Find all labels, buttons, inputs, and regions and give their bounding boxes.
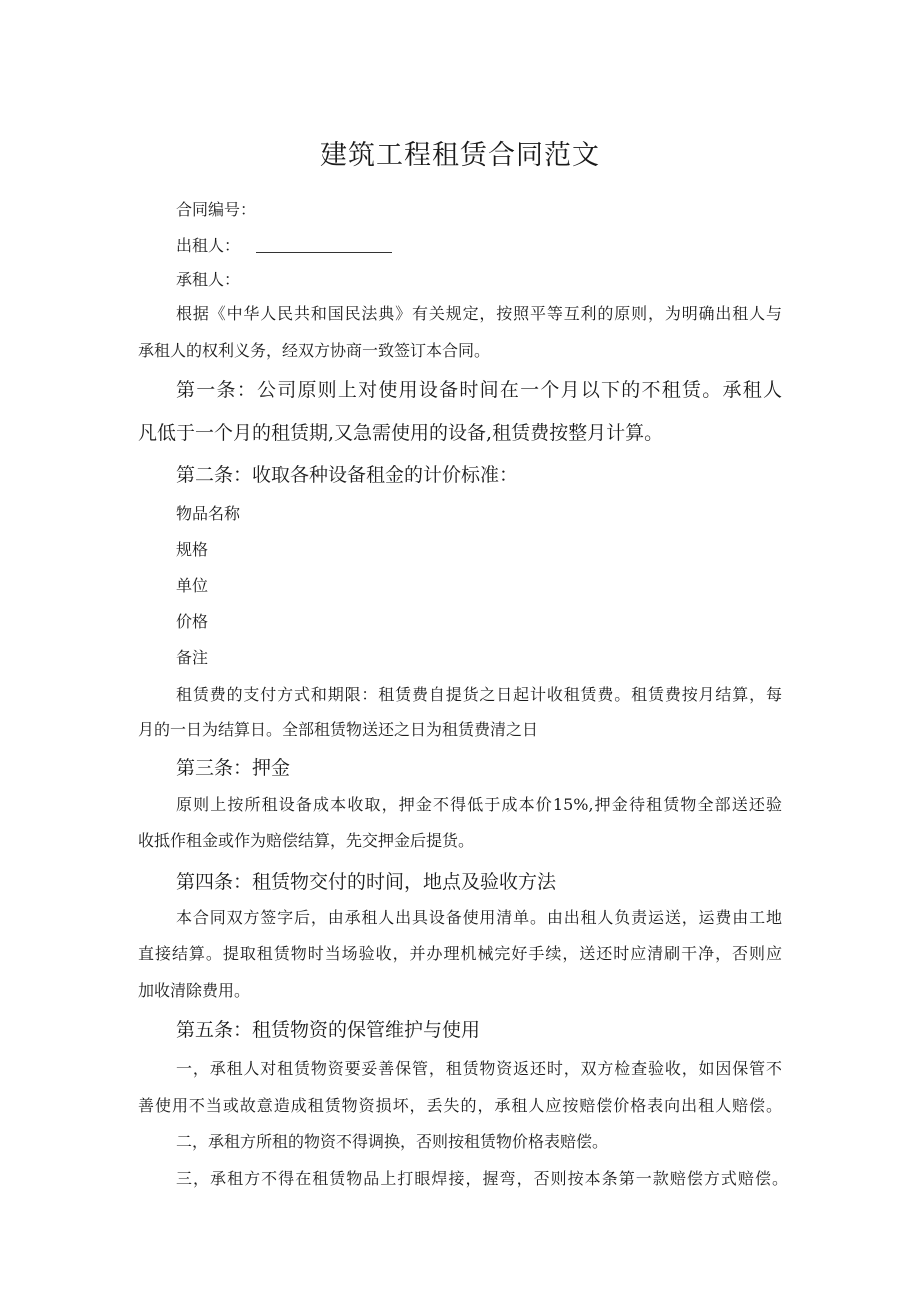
article3-title: 第三条：押金 [176,757,291,779]
price-header-unit: 单位 [176,576,209,595]
lessee-label: 承租人： [176,270,241,289]
contract-no-label: 合同编号： [176,200,257,219]
article5-item1-line-2: 善使用不当或故意造成租赁物资损坏，丢失的，承租人应按赔偿价格表向出租人赔偿。 [138,1096,782,1115]
article3-line-1: 原则上按所租设备成本收取，押金不得低于成本价15%,押金待租赁物全部送还验 [176,795,782,814]
intro-line-2: 承租人的权利义务，经双方协商一致签订本合同。 [138,341,491,360]
price-header-price: 价格 [176,612,209,631]
article4-line-3: 加收清除费用。 [138,981,251,1000]
article5-item3: 三，承租方不得在租赁物品上打眼焊接，握弯，否则按本条第一款赔偿方式赔偿。 [176,1169,788,1188]
article5-item1-line-1: 一，承租人对租赁物资要妥善保管，租赁物资返还时，双方检查验收，如因保管不 [176,1059,782,1078]
article2-title: 第二条：收取各种设备租金的计价标准： [176,464,519,486]
payment-terms-line-2: 月的一日为结算日。全部租赁物送还之日为租赁费清之日 [138,720,539,739]
article3-line-2: 收抵作租金或作为赔偿结算，先交押金后提货。 [138,831,475,850]
price-header-spec: 规格 [176,540,209,559]
article5-title: 第五条：租赁物资的保管维护与使用 [176,1019,481,1041]
article1-line-1: 第一条：公司原则上对使用设备时间在一个月以下的不租赁。承租人 [176,379,782,401]
price-header-item-name: 物品名称 [176,504,241,523]
intro-line-1: 根据《中华人民共和国民法典》有关规定，按照平等互利的原则，为明确出租人与 [176,304,782,323]
article4-line-2: 直接结算。提取租赁物时当场验收，并办理机械完好手续，送还时应清刷干净，否则应 [138,944,782,963]
document-title: 建筑工程租赁合同范文 [320,140,600,171]
lessor-row [176,235,392,257]
payment-terms-line-1: 租赁费的支付方式和期限：租赁费自提货之日起计收租赁费。租赁费按月结算，每 [176,685,782,704]
lessor-label: 出租人： [176,236,241,255]
article1-line-2: 凡低于一个月的租赁期,又急需使用的设备,租赁费按整月计算。 [138,422,664,444]
price-header-remark: 备注 [176,648,209,667]
article4-line-1: 本合同双方签字后，由承租人出具设备使用清单。由出租人负责运送，运费由工地 [176,908,782,927]
lessor-blank-line [256,240,392,253]
article4-title: 第四条：租赁物交付的时间，地点及验收方法 [176,871,557,893]
article5-item2: 二，承租方所租的物资不得调换，否则按租赁物价格表赔偿。 [176,1132,609,1151]
